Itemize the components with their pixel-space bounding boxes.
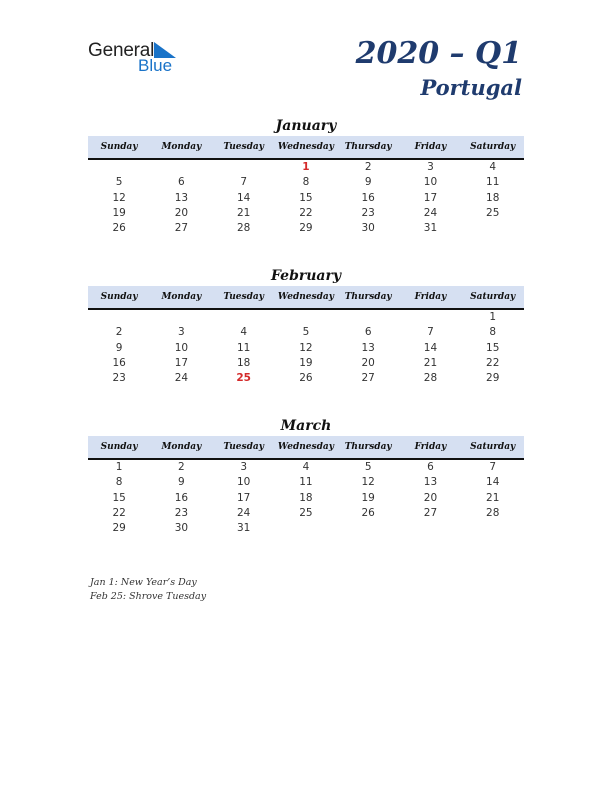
day-cell: 3 [240, 461, 247, 473]
day-cell: 4 [302, 461, 310, 473]
day-cell: 15 [112, 491, 126, 504]
day-cell: 6 [427, 461, 434, 473]
weeks-container [88, 160, 524, 236]
month-title: January [275, 118, 337, 134]
month-title: February [270, 268, 341, 284]
day-cell: 27 [423, 506, 438, 519]
month-title: March [280, 418, 332, 434]
weekday-label: Thursday [344, 442, 392, 452]
day-cell: 24 [423, 206, 438, 219]
weekday-label: Saturday [470, 442, 516, 452]
weekday-label: Friday [414, 292, 447, 302]
empty-day-cell [213, 310, 275, 325]
weekday-label: Friday [414, 442, 447, 452]
day-cell: 26 [299, 372, 313, 385]
weekday-label: Sunday [100, 442, 138, 452]
week-row [88, 506, 524, 521]
empty-day-cell [337, 521, 399, 536]
holiday-note: Feb 25: Shrove Tuesday [90, 591, 207, 602]
holiday-day-cell: 1 [302, 161, 310, 173]
day-cell: 4 [489, 161, 497, 173]
weekday-label: Tuesday [223, 142, 264, 152]
weekday-label: Monday [161, 442, 202, 452]
holiday-notes [90, 576, 206, 604]
weekday-label: Saturday [470, 142, 516, 152]
day-cell: 18 [486, 191, 500, 204]
day-cell: 6 [364, 326, 372, 339]
page-title: 2020 – Q1 [355, 36, 522, 71]
weekday-header [88, 436, 524, 460]
day-cell: 23 [174, 506, 189, 519]
day-cell: 29 [299, 222, 313, 235]
day-cell: 12 [361, 476, 375, 489]
day-cell: 1 [489, 311, 497, 323]
day-cell: 14 [236, 191, 251, 204]
day-cell: 22 [299, 206, 313, 219]
day-cell: 8 [302, 176, 310, 189]
week-row [88, 221, 524, 236]
day-cell: 30 [361, 222, 375, 235]
day-cell: 19 [299, 356, 313, 369]
day-cell: 17 [174, 356, 189, 369]
day-cell: 13 [361, 341, 375, 354]
day-cell: 26 [361, 506, 375, 519]
generalblue-logo [88, 40, 188, 76]
empty-day-cell [337, 310, 399, 325]
empty-day-cell [275, 521, 337, 536]
day-cell: 25 [486, 206, 500, 219]
day-cell: 2 [115, 326, 123, 339]
day-cell: 15 [299, 191, 313, 204]
day-cell: 25 [299, 506, 313, 519]
day-cell: 17 [423, 191, 438, 204]
weekday-label: Wednesday [277, 292, 334, 302]
day-cell: 20 [174, 206, 189, 219]
day-cell: 2 [178, 461, 185, 473]
day-cell: 29 [112, 522, 126, 535]
weekday-label: Friday [414, 142, 447, 152]
day-cell: 5 [364, 461, 372, 473]
day-cell: 20 [361, 356, 375, 369]
week-row [88, 356, 524, 371]
day-cell: 28 [423, 372, 438, 385]
weekday-label: Saturday [470, 292, 516, 302]
empty-day-cell [88, 310, 150, 325]
weekday-label: Monday [161, 292, 202, 302]
day-cell: 5 [115, 176, 123, 189]
weekday-label: Monday [161, 142, 202, 152]
day-cell: 6 [178, 176, 185, 189]
day-cell: 2 [364, 161, 372, 173]
day-cell: 19 [361, 491, 375, 504]
day-cell: 16 [174, 491, 189, 504]
day-cell: 19 [112, 206, 126, 219]
logo-word-general: General [88, 40, 155, 61]
day-cell: 27 [361, 372, 375, 385]
day-cell: 16 [112, 356, 126, 369]
week-row [88, 491, 524, 506]
week-row [88, 371, 524, 386]
country-name: Portugal [420, 75, 522, 100]
day-cell: 10 [423, 176, 438, 189]
weekday-label: Tuesday [223, 292, 264, 302]
day-cell: 3 [178, 326, 185, 339]
day-cell: 22 [112, 506, 126, 519]
weekday-label: Sunday [100, 142, 138, 152]
day-cell: 22 [486, 356, 500, 369]
day-cell: 7 [427, 326, 434, 339]
day-cell: 21 [423, 356, 438, 369]
empty-day-cell [88, 160, 150, 175]
day-cell: 8 [115, 476, 123, 489]
day-cell: 17 [236, 491, 251, 504]
week-row [88, 160, 524, 175]
day-cell: 31 [236, 522, 251, 535]
day-cell: 20 [423, 491, 438, 504]
week-row [88, 325, 524, 340]
logo-word-blue: Blue [138, 56, 173, 75]
day-cell: 30 [174, 522, 189, 535]
day-cell: 12 [112, 191, 126, 204]
empty-day-cell [213, 160, 275, 175]
empty-day-cell [275, 310, 337, 325]
empty-day-cell [150, 160, 212, 175]
empty-day-cell [462, 521, 524, 536]
month-january [88, 116, 524, 236]
weekday-label: Wednesday [277, 442, 334, 452]
day-cell: 18 [299, 491, 313, 504]
day-cell: 21 [486, 491, 500, 504]
day-cell: 9 [364, 176, 372, 189]
day-cell: 3 [427, 161, 434, 173]
day-cell: 26 [112, 222, 126, 235]
day-cell: 11 [486, 176, 500, 189]
day-cell: 11 [236, 341, 251, 354]
day-cell: 27 [174, 222, 189, 235]
week-row [88, 341, 524, 356]
day-cell: 9 [178, 476, 185, 489]
day-cell: 9 [115, 341, 123, 354]
day-cell: 28 [236, 222, 251, 235]
weeks-container [88, 310, 524, 386]
week-row [88, 475, 524, 490]
month-march [88, 416, 524, 536]
day-cell: 4 [240, 326, 247, 339]
day-cell: 15 [486, 341, 500, 354]
day-cell: 11 [299, 476, 313, 489]
day-cell: 10 [236, 476, 251, 489]
empty-day-cell [150, 310, 212, 325]
weeks-container [88, 460, 524, 536]
week-row [88, 191, 524, 206]
week-row [88, 175, 524, 190]
day-cell: 14 [423, 341, 438, 354]
day-cell: 21 [236, 206, 251, 219]
day-cell: 10 [174, 341, 189, 354]
empty-day-cell [462, 221, 524, 236]
weekday-label: Sunday [100, 292, 138, 302]
weekday-header [88, 286, 524, 310]
day-cell: 28 [486, 506, 500, 519]
day-cell: 23 [112, 372, 126, 385]
day-cell: 13 [423, 476, 438, 489]
day-cell: 1 [115, 461, 123, 473]
day-cell: 5 [302, 326, 310, 339]
weekday-label: Thursday [344, 292, 392, 302]
holiday-note: Jan 1: New Year’s Day [90, 577, 197, 588]
day-cell: 16 [361, 191, 375, 204]
day-cell: 12 [299, 341, 313, 354]
weekday-header [88, 136, 524, 160]
day-cell: 13 [174, 191, 189, 204]
empty-day-cell [399, 521, 461, 536]
day-cell: 8 [489, 326, 497, 339]
day-cell: 24 [236, 506, 251, 519]
weekday-label: Wednesday [277, 142, 334, 152]
day-cell: 18 [236, 356, 251, 369]
week-row [88, 460, 524, 475]
holiday-day-cell: 25 [236, 372, 251, 385]
day-cell: 7 [489, 461, 497, 473]
week-row [88, 206, 524, 221]
week-row [88, 310, 524, 325]
day-cell: 31 [423, 222, 438, 235]
day-cell: 23 [361, 206, 375, 219]
day-cell: 7 [240, 176, 247, 189]
week-row [88, 521, 524, 536]
month-february [88, 266, 524, 386]
day-cell: 14 [486, 476, 500, 489]
weekday-label: Tuesday [223, 442, 264, 452]
empty-day-cell [399, 310, 461, 325]
weekday-label: Thursday [344, 142, 392, 152]
day-cell: 29 [486, 372, 500, 385]
day-cell: 24 [174, 372, 189, 385]
